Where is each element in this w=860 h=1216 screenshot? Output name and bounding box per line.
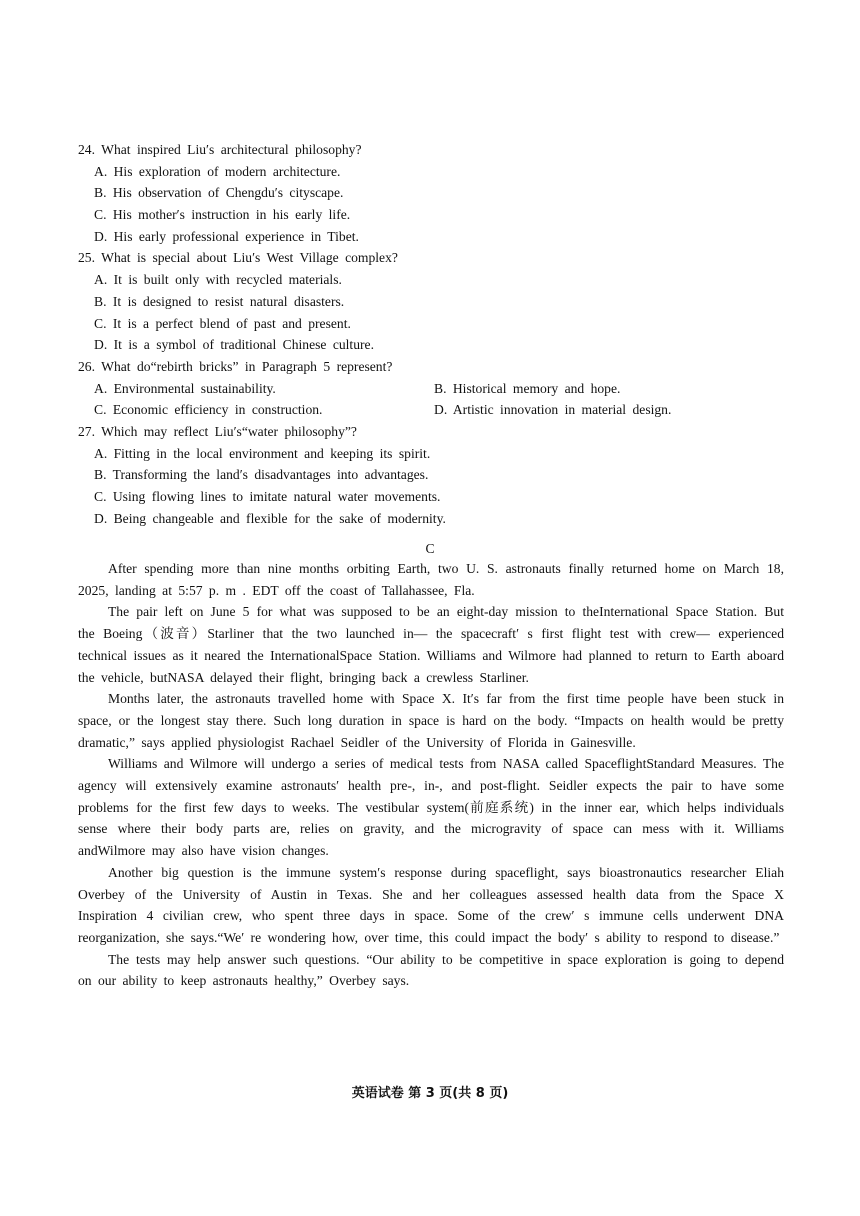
paragraph: After spending more than nine months orbiting Earth, two U. S. astronauts finally returned home on March 18, 2025, landing at 5:57 p. m . EDT off the coast of Tallahassee, Fla.	[78, 561, 784, 598]
option: B. His observation of Chengdu′s cityscape.	[94, 185, 344, 201]
paragraph: Another big question is the immune system′s response during spaceflight, says bioastronautics researcher Eliah Overbey of the University of Austin in Texas. She and her colleagues assessed health data from the Space X Inspiration 4 civilian crew, who spent three days in space. Some of the crew′ s immune cells underwent DNA reorganization, she says.“We′ re wondering how, over time, this could impact the body′ s ability to respond to disease.”	[78, 864, 784, 945]
option: A. Fitting in the local environment and keeping its spirit.	[94, 445, 431, 461]
question-stem: 24. What inspired Liu′s architectural philosophy?	[78, 142, 362, 157]
option: D. Artistic innovation in material design.	[434, 402, 672, 418]
paragraph: Williams and Wilmore will undergo a series of medical tests from NASA called SpaceflightStandard Measures. The agency will extensively examine astronauts′ health pre-, in-, and post-flight. Seidler expects the pair to have some problems for the first few days to weeks. The vestibular system(前庭系统) in the inner ear, which helps individuals sense where their body parts are, relies on gravity, and the microgravity of space can mess with it. Williams andWilmore may also have vision changes.	[78, 756, 784, 859]
option: A. Environmental sustainability.	[94, 380, 276, 396]
option: C. Economic efficiency in construction.	[94, 402, 323, 418]
option-row	[78, 399, 784, 421]
page-footer: 英语试卷 第 3 页(共 8 页)	[351, 1086, 509, 1101]
paragraph: The pair left on June 5 for what was supposed to be an eight-day mission to theInternational Space Station. But the Boeing（波音）Starliner that the two launched in— the spacecraft′ s first flight test with crew— experienced technical issues as it neared the InternationalSpace Station. Williams and Wilmore had planned to return to Earth aboard the vehicle, butNASA delayed their flight, bringing back a crewless Starliner.	[78, 604, 784, 685]
option: D. His early professional experience in Tibet.	[94, 228, 359, 244]
option-row	[78, 378, 784, 400]
question-stem: 25. What is special about Liu′s West Village complex?	[78, 250, 398, 266]
reading-passage	[78, 558, 784, 992]
option: C. His mother′s instruction in his early life.	[94, 207, 351, 223]
section-heading: C	[425, 541, 435, 556]
option: D. It is a symbol of traditional Chinese culture.	[94, 337, 374, 353]
option: C. It is a perfect blend of past and present.	[94, 315, 351, 331]
question-stem: 27. Which may reflect Liu′s“water philosophy”?	[78, 423, 357, 439]
option: C. Using flowing lines to imitate natural water movements.	[94, 489, 441, 504]
question-stem: 26. What do“rebirth bricks” in Paragraph 5 represent?	[78, 358, 393, 374]
question-list	[78, 139, 784, 529]
option: D. Being changeable and flexible for the sake of modernity.	[94, 510, 446, 526]
paragraph: Months later, the astronauts travelled home with Space X. It′s far from the first time people have been stuck in space, or the longest stay there. Such long duration in space is hard on the body. “Impacts on health would be pretty dramatic,” says applied physiologist Rachael Seidler of the University of Florida in Gainesville.	[78, 691, 784, 750]
option: A. It is built only with recycled materials.	[94, 272, 342, 288]
option: B. Historical memory and hope.	[434, 380, 621, 396]
option: B. It is designed to resist natural disasters.	[94, 293, 345, 309]
paragraph: The tests may help answer such questions. “Our ability to be competitive in space exploration is going to depend on our ability to keep astronauts healthy,” Overbey says.	[78, 951, 784, 989]
option: A. His exploration of modern architecture.	[94, 163, 341, 179]
option: B. Transforming the land′s disadvantages into advantages.	[94, 467, 429, 483]
